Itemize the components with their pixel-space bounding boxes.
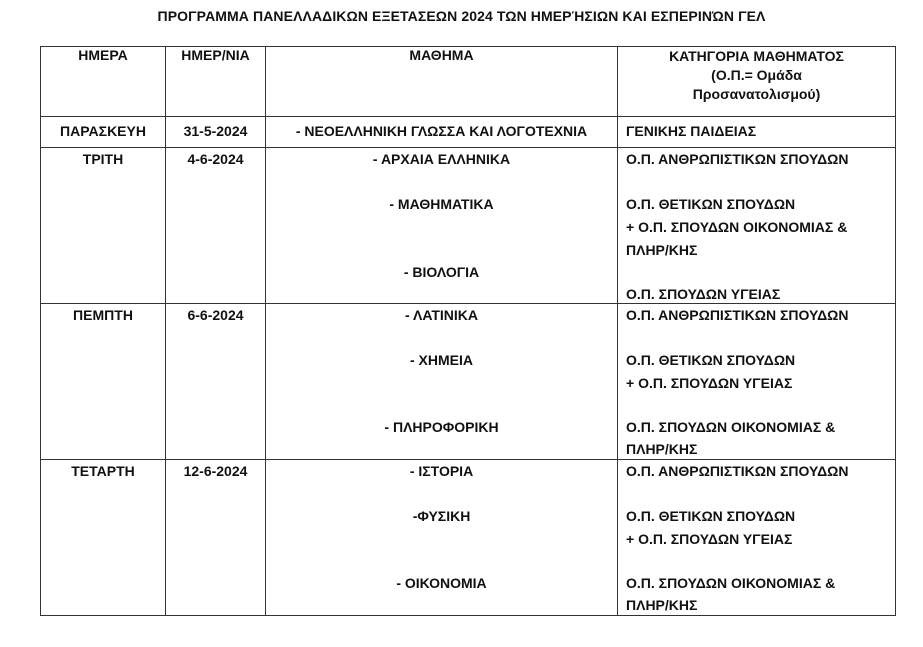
category-label: Ο.Π. ΣΠΟΥΔΩΝ ΟΙΚΟΝΟΜΙΑΣ &	[626, 575, 836, 591]
category-label: + Ο.Π. ΣΠΟΥΔΩΝ ΥΓΕΙΑΣ	[626, 531, 793, 547]
subject-cell	[266, 148, 618, 304]
subject-label: - ΝΕΟΕΛΛΗΝΙΚΗ ΓΛΩΣΣΑ ΚΑΙ ΛΟΓΟΤΕΧΝΙΑ	[295, 123, 588, 139]
subject-cell	[266, 117, 618, 148]
date-label: 4-6-2024	[187, 151, 244, 167]
category-cell	[618, 304, 896, 460]
category-label: Ο.Π. ΘΕΤΙΚΩΝ ΣΠΟΥΔΩΝ	[626, 352, 796, 368]
subject-label: - ΠΛΗΡΟΦΟΡΙΚΗ	[384, 419, 499, 435]
date-cell	[166, 304, 266, 460]
category-label: ΠΛΗΡ/ΚΗΣ	[626, 597, 698, 613]
header-category-line2: (Ο.Π.= Ομάδα	[711, 67, 802, 83]
header-date: ΗΜΕΡ/ΝΙΑ	[166, 47, 266, 117]
header-category-line1: ΚΑΤΗΓΟΡΙΑ ΜΑΘΗΜΑΤΟΣ	[669, 48, 844, 64]
category-label: ΓΕΝΙΚΗΣ ΠΑΙΔΕΙΑΣ	[626, 123, 757, 139]
day-cell	[41, 117, 166, 148]
subject-label: - ΙΣΤΟΡΙΑ	[409, 463, 474, 479]
category-label: + Ο.Π. ΣΠΟΥΔΩΝ ΥΓΕΙΑΣ	[626, 375, 793, 391]
day-label: ΠΑΡΑΣΚΕΥΗ	[60, 123, 146, 139]
table-row	[41, 117, 896, 148]
day-cell	[41, 460, 166, 616]
date-cell	[166, 148, 266, 304]
subject-label: - ΑΡΧΑΙΑ ΕΛΛΗΝΙΚΑ	[372, 151, 511, 167]
category-cell	[618, 148, 896, 304]
day-label: ΠΕΜΠΤΗ	[73, 307, 133, 323]
subject-label: - ΧΗΜΕΙΑ	[410, 352, 473, 368]
header-row	[41, 47, 896, 117]
category-label: Ο.Π. ΘΕΤΙΚΩΝ ΣΠΟΥΔΩΝ	[626, 196, 796, 212]
category-label: + Ο.Π. ΣΠΟΥΔΩΝ ΟΙΚΟΝΟΜΙΑΣ &	[626, 219, 848, 235]
category-label: Ο.Π. ΑΝΘΡΩΠΙΣΤΙΚΩΝ ΣΠΟΥΔΩΝ	[626, 463, 849, 479]
category-label: Ο.Π. ΑΝΘΡΩΠΙΣΤΙΚΩΝ ΣΠΟΥΔΩΝ	[626, 307, 849, 323]
header-subject: ΜΑΘΗΜΑ	[266, 47, 618, 117]
date-label: 12-6-2024	[183, 463, 248, 479]
date-cell	[166, 460, 266, 616]
category-label: Ο.Π. ΣΠΟΥΔΩΝ ΥΓΕΙΑΣ	[626, 286, 781, 302]
header-category-line3: Προσανατολισμού)	[692, 86, 821, 102]
day-cell	[41, 148, 166, 304]
category-label: Ο.Π. ΣΠΟΥΔΩΝ ΟΙΚΟΝΟΜΙΑΣ &	[626, 419, 836, 435]
category-label: Ο.Π. ΘΕΤΙΚΩΝ ΣΠΟΥΔΩΝ	[626, 508, 796, 524]
table-row	[41, 148, 896, 304]
table-row	[41, 304, 896, 460]
category-cell	[618, 117, 896, 148]
subject-cell	[266, 460, 618, 616]
date-label: 6-6-2024	[187, 307, 244, 323]
subject-label: -ΦΥΣΙΚΗ	[412, 508, 471, 524]
category-label: ΠΛΗΡ/ΚΗΣ	[626, 242, 698, 258]
date-cell	[166, 117, 266, 148]
date-label: 31-5-2024	[183, 123, 248, 139]
subject-label: - ΛΑΤΙΝΙΚΑ	[405, 307, 478, 323]
header-category	[618, 47, 896, 117]
day-label: ΤΡΙΤΗ	[82, 151, 124, 167]
exam-schedule-table	[40, 46, 896, 616]
category-cell	[618, 460, 896, 616]
table-row	[41, 460, 896, 616]
subject-label: - ΟΙΚΟΝΟΜΙΑ	[396, 575, 487, 591]
category-label: ΠΛΗΡ/ΚΗΣ	[626, 441, 698, 457]
day-label: ΤΕΤΑΡΤΗ	[71, 463, 135, 479]
document-title: ΠΡΟΓΡΑΜΜΑ ΠΑΝΕΛΛΑΔΙΚΩΝ ΕΞΕΤΑΣΕΩΝ 2024 ΤΩΝ ΗΜΕΡΉΣΙΩΝ ΚΑΙ ΕΣΠΕΡΙΝΏΝ ΓΕΛ	[157, 8, 766, 24]
category-label: Ο.Π. ΑΝΘΡΩΠΙΣΤΙΚΩΝ ΣΠΟΥΔΩΝ	[626, 151, 849, 167]
subject-label: - ΜΑΘΗΜΑΤΙΚΑ	[389, 196, 494, 212]
subject-label: - ΒΙΟΛΟΓΙΑ	[403, 264, 480, 280]
header-day: ΗΜΕΡΑ	[41, 47, 166, 117]
day-cell	[41, 304, 166, 460]
subject-cell	[266, 304, 618, 460]
